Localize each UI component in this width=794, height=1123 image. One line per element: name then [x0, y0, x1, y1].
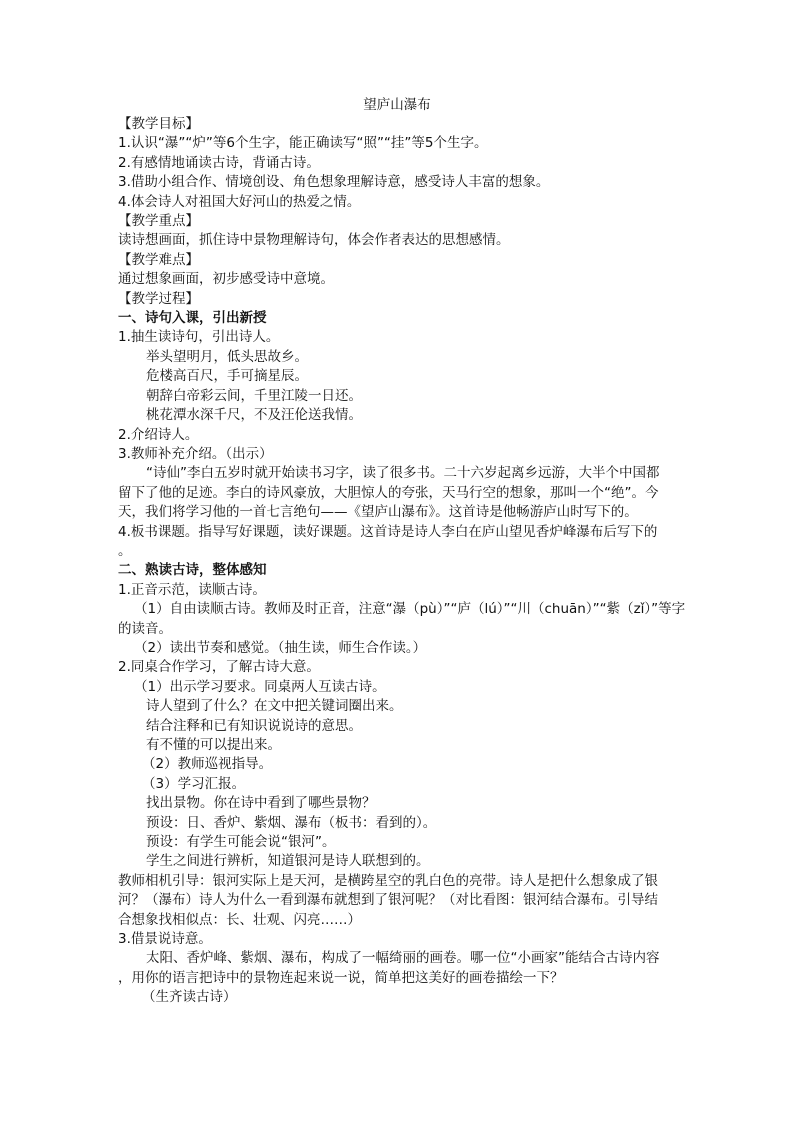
poem-line: 举头望明月，低头思故乡。 — [146, 348, 308, 365]
paragraph-line: 1.抽生读诗句，引出诗人。 — [118, 329, 280, 346]
paragraph-line: 。 — [118, 542, 132, 559]
section-heading: 【教学难点】 — [118, 251, 199, 268]
paragraph-line: （生齐读古诗） — [142, 989, 237, 1006]
paragraph-line: （1）自由读顺古诗。教师及时正音，注意“瀑（pù）”“庐（lú）”“川（chuān）”“紫（zǐ）”等字 — [134, 601, 686, 618]
section-heading: 【教学目标】 — [118, 116, 199, 132]
paragraph-line: （2）教师巡视指导。 — [142, 756, 273, 773]
paragraph-line: 有不懂的可以提出来。 — [146, 737, 281, 753]
paragraph-line: 找出景物。你在诗中看到了哪些景物？ — [146, 795, 376, 812]
paragraph-line: 教师相机引导：银河实际上是天河，是横跨星空的乳白色的亮带。诗人是把什么想象成了银 — [118, 872, 658, 889]
paragraph-line: 2.介绍诗人。 — [118, 426, 199, 443]
poem-line: 危楼高百尺，手可摘星辰。 — [146, 368, 308, 385]
paragraph-line: 通过想象画面，初步感受诗中意境。 — [118, 271, 334, 288]
paragraph-line: 1.正音示范，读顺古诗。 — [118, 581, 266, 598]
paragraph-line: 预设：有学生可能会说“银河”。 — [146, 834, 336, 851]
document-body — [118, 115, 686, 1008]
paragraph-line: （2）读出节奏和感觉。（抽生读，师生合作读。） — [134, 639, 427, 656]
paragraph-line: 预设：日、香炉、紫烟、瀑布（板书：看到的）。 — [146, 814, 437, 831]
paragraph-line: 合想象找相似点：长、壮观、闪亮……） — [118, 911, 361, 928]
paragraph-line: 学生之间进行辨析，知道银河是诗人联想到的。 — [146, 853, 430, 870]
paragraph-line: （3）学习汇报。 — [142, 775, 246, 792]
paragraph-line: 读诗想画面，抓住诗中景物理解诗句，体会作者表达的思想感情。 — [118, 232, 510, 249]
paragraph-line: 天，我们将学习他的一首七言绝句——《望庐山瀑布》。这首诗是他畅游庐山时写下的。 — [118, 504, 638, 521]
paragraph-line: 2.有感情地诵读古诗，背诵古诗。 — [118, 154, 320, 171]
paragraph-line: 4.板书课题。指导写好课题，读好课题。这首诗是诗人李白在庐山望见香炉峰瀑布后写下的 — [118, 523, 658, 540]
paragraph-line: ，用你的语言把诗中的景物连起来说一说，简单把这美好的画卷描绘一下？ — [118, 969, 564, 986]
poem-line: 朝辞白帝彩云间，千里江陵一日还。 — [146, 387, 362, 404]
paragraph-line: 3.借助小组合作、情境创设、角色想象理解诗意，感受诗人丰富的想象。 — [118, 174, 550, 191]
paragraph-line: 4.体会诗人对祖国大好河山的热爱之情。 — [118, 193, 361, 210]
part-heading: 一、诗句入课，引出新授 — [118, 310, 267, 327]
document-title: 望庐山瀑布 — [363, 97, 431, 113]
poem-line: 桃花潭水深千尺，不及汪伦送我情。 — [146, 407, 362, 424]
paragraph-line: 留下了他的足迹。李白的诗风豪放，大胆惊人的夸张，天马行空的想象，那叫一个“绝”。今 — [118, 484, 659, 501]
paragraph-line: 结合注释和已有知识说说诗的意思。 — [146, 717, 362, 734]
paragraph-line: 2.同桌合作学习，了解古诗大意。 — [118, 659, 320, 676]
paragraph-line: 3.教师补充介绍。（出示） — [118, 445, 273, 462]
paragraph-line: 1.认识“瀑”“炉”等6个生字，能正确读写“照”“挂”等5个生字。 — [118, 135, 488, 152]
paragraph-line: 河？（瀑布）诗人为什么一看到瀑布就想到了银河呢？（对比看图：银河结合瀑布。引导结 — [118, 892, 658, 909]
paragraph-line: 诗人望到了什么？在文中把关键词圈出来。 — [146, 698, 403, 715]
section-heading: 【教学过程】 — [118, 290, 199, 307]
paragraph-line: “诗仙”李白五岁时就开始读书习字，读了很多书。二十六岁起离乡远游，大半个中国都 — [146, 465, 660, 482]
paragraph-line: 的读音。 — [118, 620, 172, 637]
paragraph-line: 3.借景说诗意。 — [118, 931, 212, 948]
section-heading: 【教学重点】 — [118, 213, 199, 230]
paragraph-line: （1）出示学习要求。同桌两人互读古诗。 — [134, 678, 386, 695]
paragraph-line: 太阳、香炉峰、紫烟、瀑布，构成了一幅绮丽的画卷。哪一位“小画家”能结合古诗内容 — [146, 950, 660, 967]
part-heading: 二、熟读古诗，整体感知 — [118, 562, 267, 579]
